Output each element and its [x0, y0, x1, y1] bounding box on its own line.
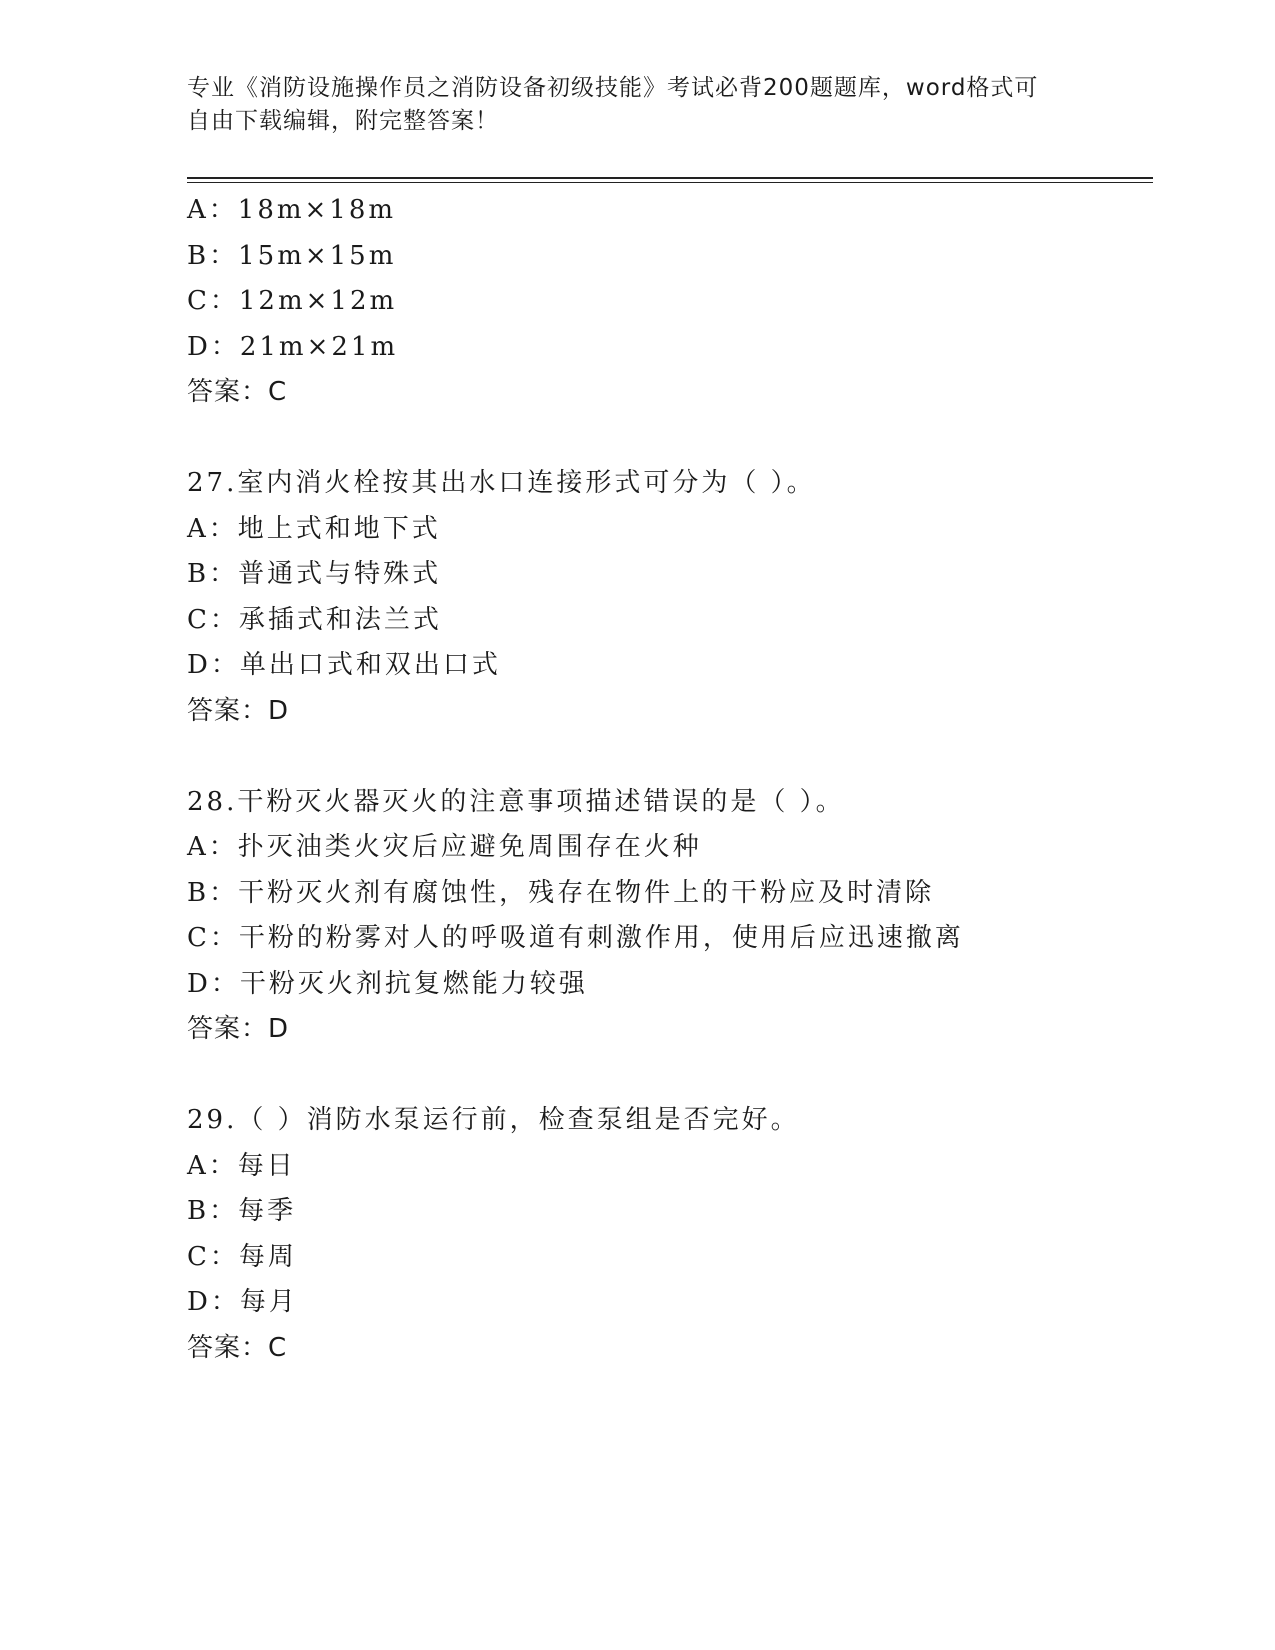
option-d: D：21m×21m	[187, 331, 399, 362]
option-b: B：干粉灭火剂有腐蚀性，残存在物件上的干粉应及时清除	[187, 877, 935, 908]
header-line-1: 专业《消防设施操作员之消防设备初级技能》考试必背200题题库，word格式可	[187, 75, 1039, 101]
option-d: D：单出口式和双出口式	[187, 650, 501, 680]
question-27	[187, 461, 1153, 734]
option-d: D：每月	[187, 1287, 298, 1317]
spacer	[187, 734, 1153, 780]
question-stem: 27.室内消火栓按其出水口连接形式可分为（ ）。	[187, 468, 816, 498]
option-b: B：每季	[187, 1196, 297, 1226]
option-d: D：干粉灭火剂抗复燃能力较强	[187, 968, 588, 999]
option-a: A：每日	[187, 1150, 296, 1181]
option-c: C：承插式和法兰式	[187, 604, 442, 635]
option-b: B：普通式与特殊式	[187, 559, 442, 589]
header-line-2: 自由下载编辑，附完整答案！	[187, 108, 499, 134]
spacer	[187, 1053, 1153, 1099]
option-a: A：18m×18m	[187, 195, 397, 225]
answer: 答案：C	[187, 377, 288, 407]
option-b: B：15m×15m	[187, 240, 397, 271]
option-c: C：每周	[187, 1241, 297, 1272]
answer: 答案：D	[187, 1014, 290, 1044]
option-a: A：地上式和地下式	[187, 513, 441, 544]
question-29	[187, 1098, 1153, 1371]
question-26	[187, 188, 1153, 416]
document-header	[187, 72, 1067, 138]
question-stem: 29.（ ）消防水泵运行前，检查泵组是否完好。	[187, 1105, 800, 1135]
question-stem: 28.干粉灭火器灭火的注意事项描述错误的是（ ）。	[187, 786, 845, 817]
header-divider	[187, 177, 1153, 179]
option-c: C：干粉的粉雾对人的呼吸道有刺激作用，使用后应迅速撤离	[187, 923, 964, 953]
spacer	[187, 416, 1153, 462]
header-divider-thin	[187, 182, 1153, 183]
answer: 答案：D	[187, 695, 290, 726]
question-28	[187, 780, 1153, 1053]
question-list	[187, 188, 1153, 1371]
option-a: A：扑灭油类火灾后应避免周围存在火种	[187, 832, 702, 862]
option-c: C：12m×12m	[187, 286, 398, 316]
answer: 答案：C	[187, 1332, 288, 1363]
